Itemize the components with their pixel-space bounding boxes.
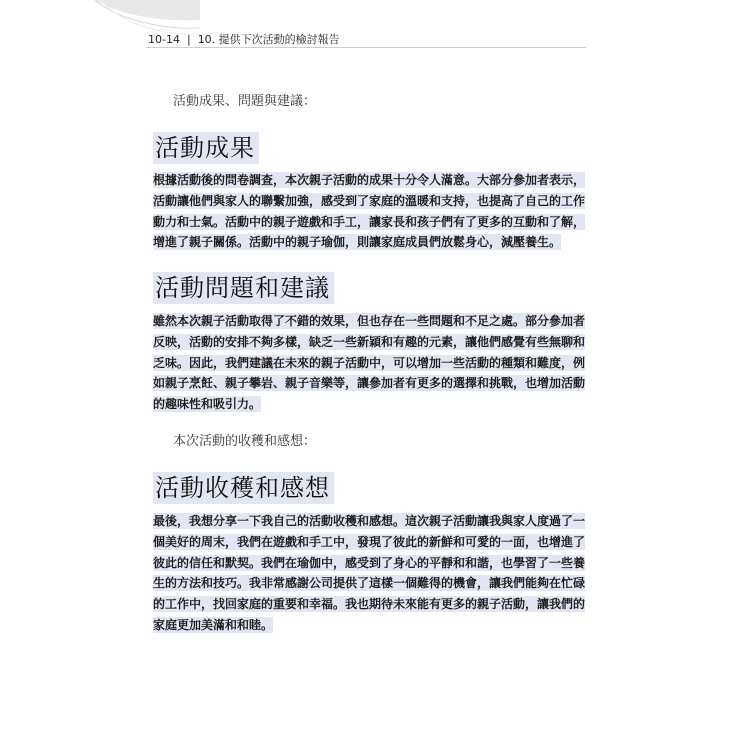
header-separator: | [186,33,191,46]
intro-reflection-line: 本次活動的收穫和感想： [173,434,317,449]
paragraph-reflection [153,511,585,636]
intro-results-line: 活動成果、問題與建議： [173,94,317,109]
chapter-title: 10. 提供下次活動的檢討報告 [197,33,340,46]
heading-reflection: 活動收穫和感想 [153,472,334,504]
paragraph-results [153,170,585,253]
page-number: 10-14 [148,33,180,46]
running-header [148,31,588,47]
header-divider [146,47,586,48]
paragraph-issues-text: 雖然本次親子活動取得了不錯的效果，但也存在一些問題和不足之處。部分參加者反映，活動的安排不夠多樣，缺乏一些新穎和有趣的元素，讓他們感覺有些無聊和乏味。因此，我們建議在未來的親子活動中，可以增加一些活動的種類和難度，例如親子烹飪、親子攀岩、親子音樂等，讓參加者有更多的選擇和挑戰，也增加活動的趣味性和吸引力。 [153,314,586,412]
heading-issues: 活動問題和建議 [153,272,334,304]
paragraph-issues [153,311,585,415]
paragraph-reflection-text: 最後，我想分享一下我自己的活動收穫和感想。這次親子活動讓我與家人度過了一個美好的周末，我們在遊戲和手工中，發現了彼此的新鮮和可愛的一面，也增進了彼此的信任和默契。我們在瑜伽中，感受到了身心的平靜和和諧，也學習了一些養生的方法和技巧。我非常感謝公司提供了這樣一個難得的機會，讓我們能夠在忙碌的工作中，找回家庭的重要和幸福。我也期待未來能有更多的親子活動，讓我們的家庭更加美滿和和睦。 [153,514,586,632]
heading-results: 活動成果 [153,132,259,164]
paragraph-results-text: 根據活動後的問卷調查，本次親子活動的成果十分令人滿意。大部分參加者表示，活動讓他們與家人的聯繫加強，感受到了家庭的溫暖和支持，也提高了自己的工作動力和士氣。活動中的親子遊戲和手工，讓家長和孩子們有了更多的互動和了解，增進了親子關係。活動中的親子瑜伽，則讓家庭成員們放鬆身心，減壓養生。 [153,173,586,250]
